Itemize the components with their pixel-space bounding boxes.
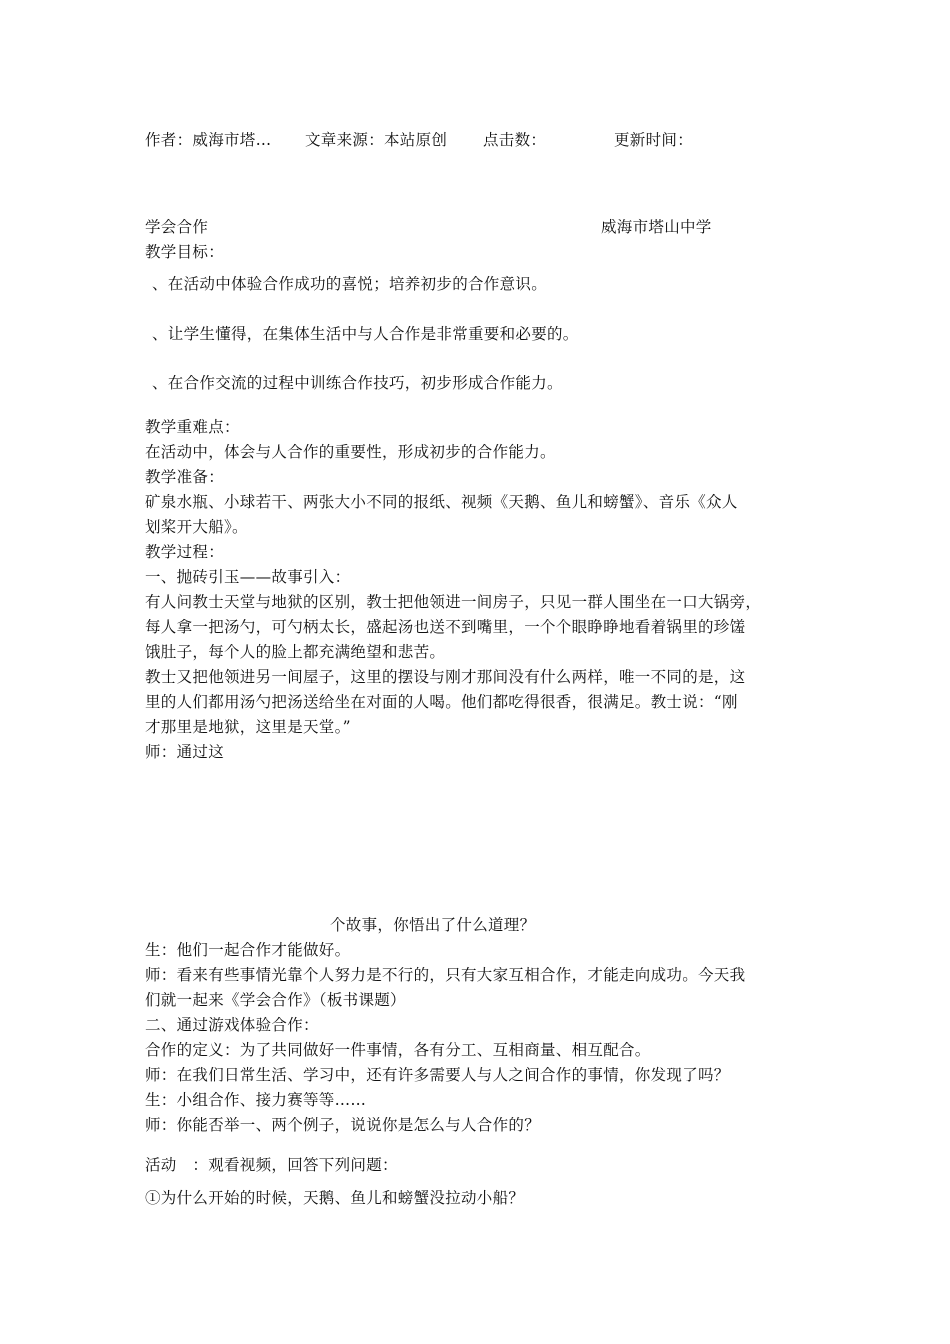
dialogue-line: 师：在我们日常生活、学习中，还有许多需要人与人之间合作的事情，你发现了吗？ xyxy=(145,1066,730,1084)
process-heading: 教学过程： xyxy=(145,543,225,561)
objective-item: 、在合作交流的过程中训练合作技巧，初步形成合作能力。 xyxy=(152,374,563,392)
activity-line: 活动 ：观看视频，回答下列问题： xyxy=(145,1156,398,1174)
dialogue-line: 生：小组合作、接力赛等等…… xyxy=(145,1091,367,1109)
objective-item: 、在活动中体验合作成功的喜悦；培养初步的合作意识。 xyxy=(152,275,548,293)
prep-text: 划桨开大船》。 xyxy=(145,518,248,536)
keypoints-heading: 教学重难点： xyxy=(145,418,240,436)
doc-title: 学会合作 xyxy=(145,218,209,236)
question-item: ①为什么开始的时候，天鹅、鱼儿和螃蟹没拉动小船？ xyxy=(145,1189,525,1207)
dialogue-line: 师：你能否举一、两个例子，说说你是怎么与人合作的？ xyxy=(145,1116,541,1134)
definition-text: 合作的定义：为了共同做好一件事情，各有分工、互相商量、相互配合。 xyxy=(145,1041,651,1059)
meta-clicks: 点击数： xyxy=(483,131,547,149)
objectives-heading: 教学目标： xyxy=(145,243,225,261)
prep-text: 矿泉水瓶、小球若干、两张大小不同的报纸、视频《天鹅、鱼儿和螃蟹》、音乐《众人 xyxy=(145,493,738,511)
dialogue-line: 师：通过这 xyxy=(145,743,225,761)
dialogue-line: 师：看来有些事情光靠个人努力是不行的，只有大家互相合作，才能走向成功。今天我 xyxy=(145,966,746,984)
meta-author: 作者：威海市塔… xyxy=(145,131,272,149)
dialogue-line: 们就一起来《学会合作》（板书课题） xyxy=(145,991,406,1009)
dialogue-line: 生：他们一起合作才能做好。 xyxy=(145,941,351,959)
story-text: 每人拿一把汤勺，可勺柄太长，盛起汤也送不到嘴里，一个个眼睁睁地看着锅里的珍馐 xyxy=(145,618,746,636)
meta-source: 文章来源：本站原创 xyxy=(305,131,448,149)
story-text: 里的人们都用汤勺把汤送给坐在对面的人喝。他们都吃得很香，很满足。教士说：“刚 xyxy=(145,693,738,711)
story-text: 才那里是地狱，这里是天堂。” xyxy=(145,718,351,736)
objective-item: 、让学生懂得，在集体生活中与人合作是非常重要和必要的。 xyxy=(152,325,579,343)
section-heading: 一、抛砖引玉——故事引入： xyxy=(145,568,351,586)
meta-updated: 更新时间： xyxy=(614,131,694,149)
prep-heading: 教学准备： xyxy=(145,468,225,486)
story-text: 饿肚子，每个人的脸上都充满绝望和悲苦。 xyxy=(145,643,446,661)
story-text: 教士又把他领进另一间屋子，这里的摆设与刚才那间没有什么两样，唯一不同的是，这 xyxy=(145,668,746,686)
section-heading: 二、通过游戏体验合作： xyxy=(145,1016,319,1034)
keypoints-text: 在活动中，体会与人合作的重要性，形成初步的合作能力。 xyxy=(145,443,556,461)
story-text: 有人问教士天堂与地狱的区别，教士把他领进一间房子，只见一群人围坐在一口大锅旁， xyxy=(145,593,762,611)
doc-school: 威海市塔山中学 xyxy=(601,218,712,236)
article-meta-bar xyxy=(145,128,765,152)
dialogue-line: 个故事，你悟出了什么道理？ xyxy=(330,916,536,934)
